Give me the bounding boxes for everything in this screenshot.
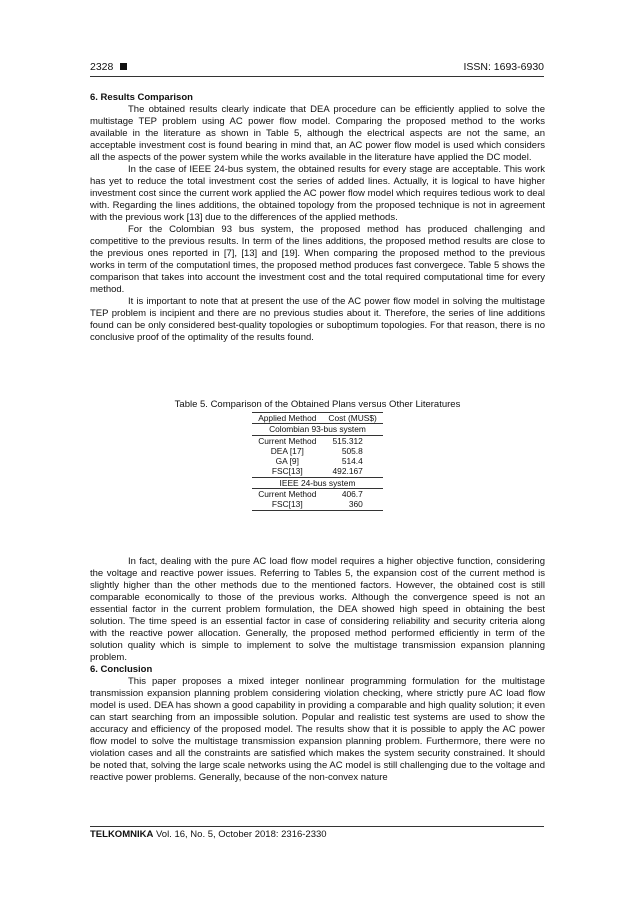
- square-bullet-icon: [120, 63, 127, 70]
- table-row: [252, 499, 383, 510]
- results-paragraph-2: In the case of IEEE 24-bus system, the obtained results for every stage are acceptable. This work has yet to reduce the total investment cost the series of added lines. Actually, it is logical to have higher investment cost since the current work applied the AC power flow model which requires tedious work to deal with. Regarding the lines additions, the obtained topology from the proposed technique is not in agreement with the previous work [13] due to the differences of the applied methods.: [90, 164, 545, 223]
- method-cell: Current Method: [258, 489, 317, 500]
- cost-cell: 492.167: [332, 466, 363, 477]
- table-row: [252, 456, 383, 466]
- method-cell: FSC[13]: [271, 466, 303, 477]
- page-footer: [90, 826, 544, 841]
- results-paragraph-4: It is important to note that at present the use of the AC power flow model in solving the multistage TEP problem is incipient and there are no previous studies about it. Therefore, the series of line additions found can be only considered best-quality topologies or suboptimum topologies. For that reason, there is no conclusive proof of the optimality of the results found.: [90, 296, 545, 343]
- table-row: [252, 446, 383, 456]
- journal-name: TELKOMNIKA: [90, 829, 154, 840]
- group-colombian: Colombian 93-bus system: [252, 424, 383, 435]
- page-header: [90, 60, 544, 77]
- method-cell: FSC[13]: [252, 499, 322, 510]
- results-paragraph-3: For the Colombian 93 bus system, the proposed method has produced challenging and competitive to the previous results. In term of the lines additions, the proposed method results are close to the previous ones reported in [7], [13] and [19]. When comparing the proposed method to the previous works in term of the computationl times, the proposed method produces fast convergece. Table 5 shows the comparison that takes into account the investment cost and the total required computational time for every method.: [90, 224, 545, 295]
- cost-cell: 505.8: [341, 445, 363, 456]
- conclusion-paragraph: This paper proposes a mixed integer nonlinear programming formulation for the multistage transmission expansion planning problem considering violation checking, where strictly pure AC load flow model is used. DEA has shown a good capability in providing a comparable and high quality solution; it even can start searching from an impossible solution. Popular and realistic test systems are used to show the accuracy and efficiency of the proposed model. The results show that it is possible to apply the AC power flow model to solve the multistage transmission expansion planning problem. Furthermore, there were no violation cases and all the constraints are satisfied which makes the system security constrained. It should be noted that, solving the large scale networks using the AC model is still challenging due to the voltage and reactive power problems. Generally, because of the non-convex nature: [90, 676, 545, 783]
- discussion-block: [90, 556, 545, 664]
- page-number: 2328: [90, 61, 114, 73]
- discussion-paragraph: In fact, dealing with the pure AC load flow model requires a higher objective function, considering the voltage and reactive power issues. Referring to Tables 5, the expansion cost of the current method is slightly higher than the other methods due to the mentioned factors. However, the obtained cost is still comparable economically to those of the previous works. Although the convergence speed is not an essential factor in the current problem formulation, the DEA showed high speed in obtaining the best solution. The time speed is an essential factor in case of considering reliability and security criteria along with the reactive power allocation. Generally, the proposed method performed efficiently in term of the solution quality which is simple to implement to solve the multistage transmission expansion planning problem.: [90, 556, 545, 663]
- table-5: [90, 399, 545, 511]
- method-cell: Current Method: [258, 435, 317, 446]
- method-cell: GA [9]: [275, 456, 299, 467]
- table-row: [252, 489, 383, 500]
- conclusion-section: [90, 664, 545, 784]
- method-cell: DEA [17]: [270, 445, 304, 456]
- cost-cell: 406.7: [341, 489, 363, 500]
- table-caption: Table 5. Comparison of the Obtained Plans versus Other Literatures: [174, 399, 461, 410]
- cost-cell: 514.4: [341, 456, 363, 467]
- results-section: [90, 92, 545, 344]
- results-heading: 6. Results Comparison: [90, 92, 193, 103]
- group-ieee: IEEE 24-bus system: [252, 477, 383, 488]
- comparison-table: [252, 412, 383, 511]
- citation: Vol. 16, No. 5, October 2018: 2316-2330: [153, 829, 327, 840]
- conclusion-heading: 6. Conclusion: [90, 664, 153, 675]
- cost-cell: 515.312: [332, 435, 363, 446]
- column-header-cost: Cost (MUS$): [322, 413, 382, 424]
- column-header-method: Applied Method: [252, 413, 322, 424]
- cost-cell: 360: [322, 499, 382, 510]
- table-row: [252, 466, 383, 477]
- results-paragraph-1: The obtained results clearly indicate that DEA procedure can be efficiently applied to solve the multistage TEP problem using AC power flow model. Comparing the proposed method to the works available in the literature as shown in Table 5, although the electrical aspects are not the same, an acceptable investment cost is found bearing in mind that, an AC power flow model is used which considers all the aspects of the power system while the works available in the literature have applied the DC model.: [90, 104, 545, 163]
- table-row: [252, 435, 383, 446]
- issn: ISSN: 1693-6930: [463, 61, 544, 73]
